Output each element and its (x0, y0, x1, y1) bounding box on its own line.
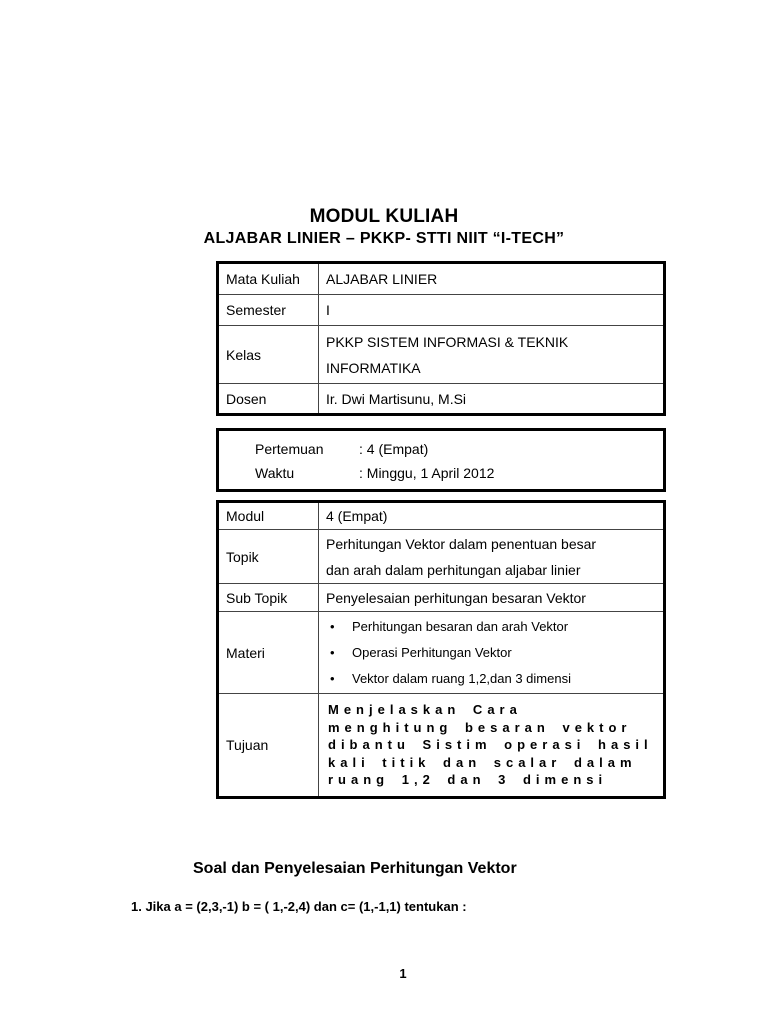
document-subtitle: ALJABAR LINIER – PKKP- STTI NIIT “I-TECH” (203, 230, 565, 247)
pertemuan-row (255, 441, 428, 457)
dosen-label: Dosen (218, 384, 319, 415)
table-row (218, 584, 665, 612)
topik-line2: dan arah dalam perhitungan aljabar linier (326, 561, 581, 578)
modul-value: 4 (Empat) (319, 502, 665, 530)
kelas-value-line1: PKKP SISTEM INFORMASI & TEKNIK (326, 333, 569, 350)
waktu-value: : Minggu, 1 April 2012 (359, 465, 495, 481)
materi-list (326, 614, 656, 692)
page-number: 1 (399, 966, 407, 981)
document-title: MODUL KULIAH (309, 206, 459, 227)
waktu-row (255, 465, 494, 481)
semester-label: Semester (218, 295, 319, 326)
bullet-icon: • (330, 644, 335, 660)
materi-item-text: Perhitungan besaran dan arah Vektor (352, 618, 569, 634)
mata-kuliah-value: ALJABAR LINIER (319, 263, 665, 295)
kelas-label: Kelas (218, 326, 319, 384)
meeting-box (216, 428, 666, 492)
tujuan-value (319, 694, 665, 798)
table-row (218, 263, 665, 295)
topik-line1: Perhitungan Vektor dalam penentuan besar (326, 535, 597, 552)
waktu-label: Waktu (255, 465, 295, 481)
bullet-icon: • (330, 618, 335, 634)
list-item (326, 640, 656, 666)
materi-value (319, 612, 665, 694)
pertemuan-label: Pertemuan (255, 441, 324, 457)
table-row (218, 530, 665, 584)
table-row (218, 326, 665, 384)
pertemuan-value: : 4 (Empat) (359, 441, 429, 457)
module-table (216, 500, 666, 799)
table-row (218, 384, 665, 415)
list-item (326, 614, 656, 640)
mata-kuliah-label: Mata Kuliah (218, 263, 319, 295)
topik-value (319, 530, 665, 584)
course-info-table (216, 261, 666, 416)
table-row (218, 612, 665, 694)
section-heading: Soal dan Penyelesaian Perhitungan Vektor (193, 860, 517, 877)
materi-label: Materi (218, 612, 319, 694)
list-item (326, 666, 656, 692)
tujuan-label: Tujuan (218, 694, 319, 798)
dosen-value: Ir. Dwi Martisunu, M.Si (319, 384, 665, 415)
kelas-value (319, 326, 665, 384)
table-row (218, 295, 665, 326)
table-row (218, 502, 665, 530)
semester-value: I (319, 295, 665, 326)
materi-item-text: Operasi Perhitungan Vektor (352, 644, 512, 660)
tujuan-text: Menjelaskan Cara menghitung besaran vektor dibantu Sistim operasi hasil kali titik dan scalar dalam ruang 1,2 dan 3 dimensi (328, 702, 653, 788)
question-text: 1. Jika a = (2,3,-1) b = ( 1,-2,4) dan c= (1,-1,1) tentukan : (131, 899, 467, 914)
topik-label: Topik (218, 530, 319, 584)
table-row (218, 694, 665, 798)
bullet-icon: • (330, 670, 335, 686)
subtopik-value: Penyelesaian perhitungan besaran Vektor (319, 584, 665, 612)
modul-label: Modul (218, 502, 319, 530)
kelas-value-line2: INFORMATIKA (326, 359, 421, 376)
subtopik-label: Sub Topik (218, 584, 319, 612)
materi-item-text: Vektor dalam ruang 1,2,dan 3 dimensi (352, 670, 571, 686)
